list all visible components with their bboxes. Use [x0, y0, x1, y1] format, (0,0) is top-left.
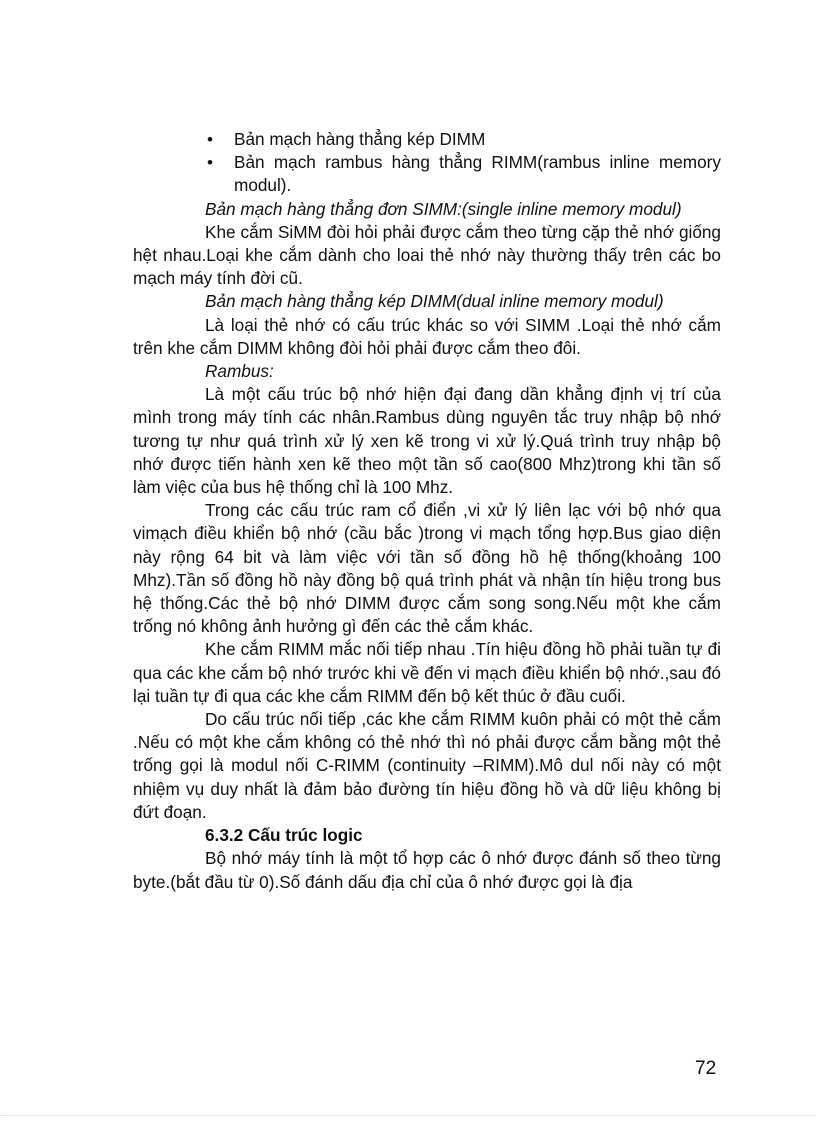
logic-paragraph: Bộ nhớ máy tính là một tổ hợp các ô nhớ được đánh số theo từng byte.(bắt đầu từ 0).Số đánh dấu địa chỉ của ô nhớ được gọi là địa [133, 848, 721, 892]
simm-title: Bản mạch hàng thẳng đơn SIMM:(single inline memory modul) [205, 198, 682, 219]
bullet-item-rimm: • Bản mạch rambus hàng thẳng RIMM(rambus inline memory modul). [234, 151, 721, 197]
page-content [133, 128, 721, 894]
rambus-title: Rambus: [205, 361, 274, 382]
page-number: 72 [695, 1058, 717, 1079]
crimm-paragraph: Do cấu trúc nối tiếp ,các khe cắm RIMM kuôn phải có một thẻ cắm .Nếu có một khe cắm không có thẻ nhớ thì nó phải được cắm bằng một thẻ trống gọi là modul nối C-RIMM (continuity –RIMM).Mô dul nối này có một nhiệm vụ duy nhất là đảm bảo đường tín hiệu đồng hồ và dữ liệu không bị đứt đoạn. [133, 709, 721, 822]
bullet-list [133, 128, 721, 198]
rimm-serial-paragraph: Khe cắm RIMM mắc nối tiếp nhau .Tín hiệu đồng hồ phải tuần tự đi qua các khe cắm bộ nhớ trước khi về đến vi mạch điều khiển bộ nhớ.,sau đó lại tuần tự đi qua các khe cắm RIMM đến bộ kết thúc ở đầu cuối. [133, 639, 721, 706]
dimm-paragraph: Là loại thẻ nhớ có cấu trúc khác so với SIMM .Loại thẻ nhớ cắm trên khe cắm DIMM không đòi hỏi phải được cắm theo đôi. [133, 314, 721, 358]
simm-paragraph: Khe cắm SiMM đòi hỏi phải được cắm theo từng cặp thẻ nhớ giống hệt nhau.Loại khe cắm dành cho loai thẻ nhớ này thường thấy trên các bo mạch máy tính đời cũ. [133, 221, 721, 289]
section-heading: 6.3.2 Cấu trúc logic [205, 825, 363, 846]
classic-ram-paragraph: Trong các cấu trúc ram cổ điển ,vi xử lý liên lạc với bộ nhớ qua vimạch điều khiển bộ nhớ (cầu bắc )trong vi mạch tổng hợp.Bus giao diện này rộng 64 bit và làm việc với tần số đồng hồ hệ thống(khoảng 100 Mhz).Tần số đồng hồ này đồng bộ quá trình phát và nhận tín hiệu trong bus hệ thống.Các thẻ bộ nhớ DIMM được cắm song song.Nếu một khe cắm trống nó không ảnh hưởng gì đến các thẻ cắm khác. [133, 500, 721, 637]
dimm-title: Bản mạch hàng thẳng kép DIMM(dual inline memory modul) [205, 291, 664, 312]
bottom-divider [0, 1115, 816, 1116]
rambus-paragraph: Là một cấu trúc bộ nhớ hiện đại đang dần khẳng định vị trí của mình trong máy tính các nhân.Rambus dùng nguyên tắc truy nhập bộ nhớ tương tự như quá trình xử lý xen kẽ trong vi xử lý.Quá trình truy nhập bộ nhớ được tiến hành xen kẽ theo một tần số cao(800 Mhz)trong khi tần số làm việc của bus hệ thống chỉ là 100 Mhz. [133, 384, 721, 498]
bullet-item-dimm: • Bản mạch hàng thẳng kép DIMM [234, 128, 721, 151]
